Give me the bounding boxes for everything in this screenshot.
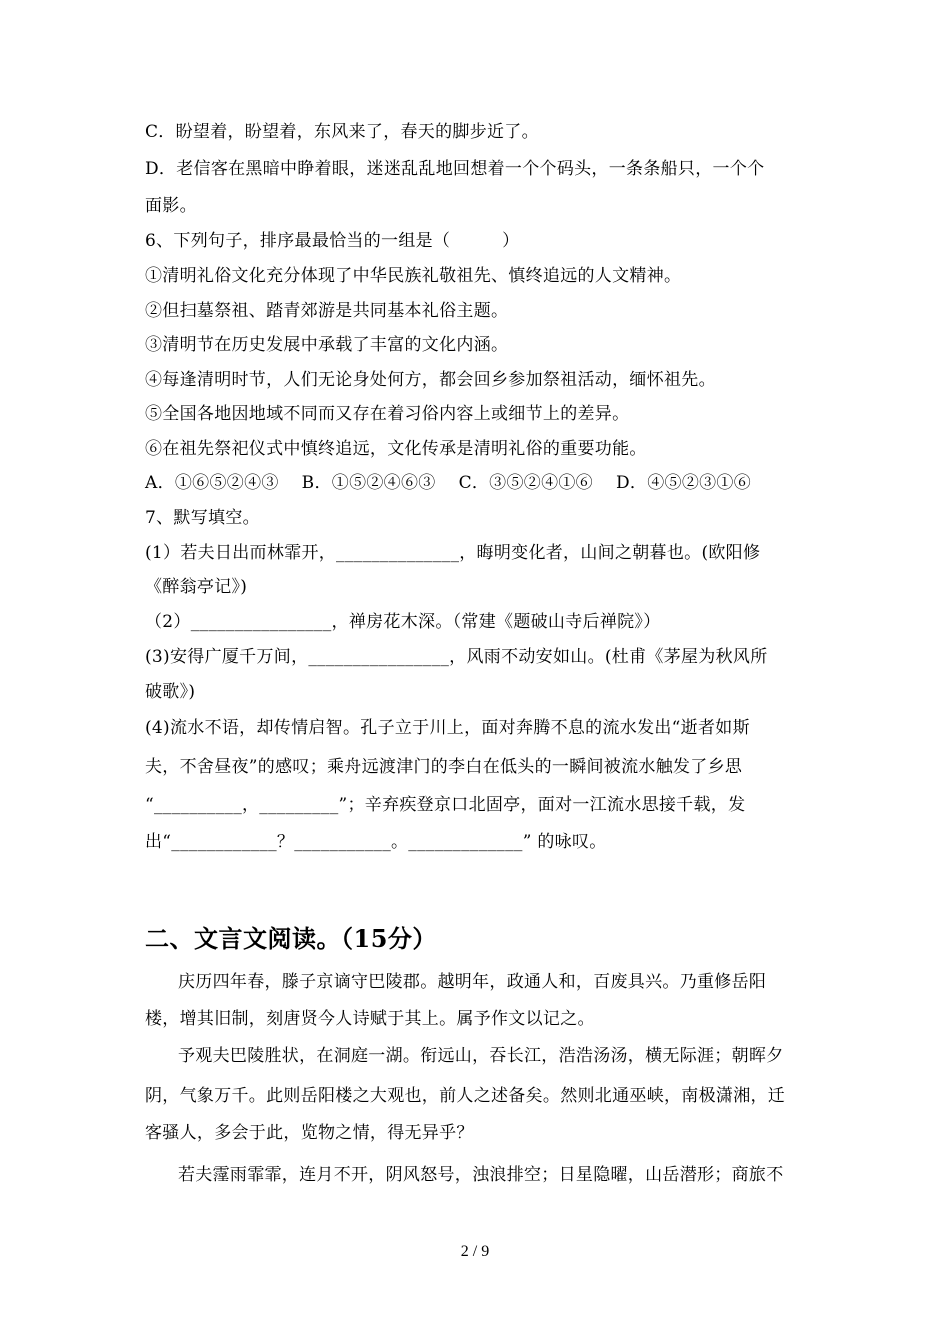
passage-para1-line2: 楼，增其旧制，刻唐贤今人诗赋于其上。属予作文以记之。 [145,1009,595,1029]
q7-item-4-line2: 夫，不舍昼夜”的感叹；乘舟远渡津门的李白在低头的一瞬间被流水触发了乡思 [145,757,743,777]
q7-item-4-line3: “__________，_________”；辛弃疾登京口北固亭，面对一江流水思接千载，发 [145,795,746,815]
q7-item-1-line1: (1）若夫日出而林霏开，______________，晦明变化者，山间之朝暮也。(欧阳修 [145,543,761,563]
q6-sentence-4: ④每逢清明时节，人们无论身处何方，都会回乡参加祭祖活动，缅怀祖先。 [145,370,716,390]
q6-sentence-5: ⑤全国各地因地域不同而又存在着习俗内容上或细节上的差异。 [145,404,630,424]
page-number: 2 / 9 [460,1243,490,1260]
q7-item-3-line1: (3)安得广厦千万间，________________，风雨不动安如山。(杜甫《茅屋为秋风所 [145,647,768,667]
q7-item-2: （2）________________，禅房花木深。（常建《题破山寺后禅院》） [145,612,661,632]
q7-item-1-line2: 《醉翁亭记》) [145,577,248,597]
q6-sentence-3: ③清明节在历史发展中承载了丰富的文化内涵。 [145,335,509,355]
q7-item-3-line2: 破歌》) [145,682,196,702]
q5-option-c: C．盼望着，盼望着，东风来了，春天的脚步近了。 [145,122,539,142]
q5-option-d-line2: 面影。 [145,196,197,216]
q5-option-d-line1: D．老信客在黑暗中睁着眼，迷迷乱乱地回想着一个个码头，一条条船只，一个个 [145,159,765,179]
q6-sentence-2: ②但扫墓祭祖、踏青郊游是共同基本礼俗主题。 [145,301,509,321]
passage-para2-line1: 予观夫巴陵胜状，在洞庭一湖。衔远山，吞长江，浩浩汤汤，横无际涯；朝晖夕 [178,1046,784,1066]
passage-para2-line3: 客骚人，多会于此，览物之情，得无异乎？ [145,1123,474,1143]
q6-stem: 6、下列句子，排序最最恰当的一组是（ ） [145,231,520,251]
q7-item-4-line4: 出“____________？___________。_____________” 的咏叹。 [145,832,607,852]
q7-item-4-line1: (4)流水不语，却传情启智。孔子立于川上，面对奔腾不息的流水发出“逝者如斯 [145,718,750,738]
q6-sentence-6: ⑥在祖先祭祀仪式中慎终追远，文化传承是清明礼俗的重要功能。 [145,439,647,459]
section-2-heading: 二、文言文阅读。（15分） [145,924,437,953]
q7-stem: 7、默写填空。 [145,508,260,528]
q6-sentence-1: ①清明礼俗文化充分体现了中华民族礼敬祖先、慎终追远的人文精神。 [145,266,682,286]
passage-para2-line2: 阴，气象万千。此则岳阳楼之大观也，前人之述备矣。然则北通巫峡，南极潇湘，迁 [145,1086,786,1106]
q6-options: A．①⑥⑤②④③ B．①⑤②④⑥③ C．③⑤②④①⑥ D．④⑤②③①⑥ [145,473,752,493]
passage-para1-line1: 庆历四年春，滕子京谪守巴陵郡。越明年，政通人和，百废具兴。乃重修岳阳 [178,972,767,992]
passage-para3-line1: 若夫霪雨霏霏，连月不开，阴风怒号，浊浪排空；日星隐曜，山岳潜形；商旅不 [178,1165,784,1185]
